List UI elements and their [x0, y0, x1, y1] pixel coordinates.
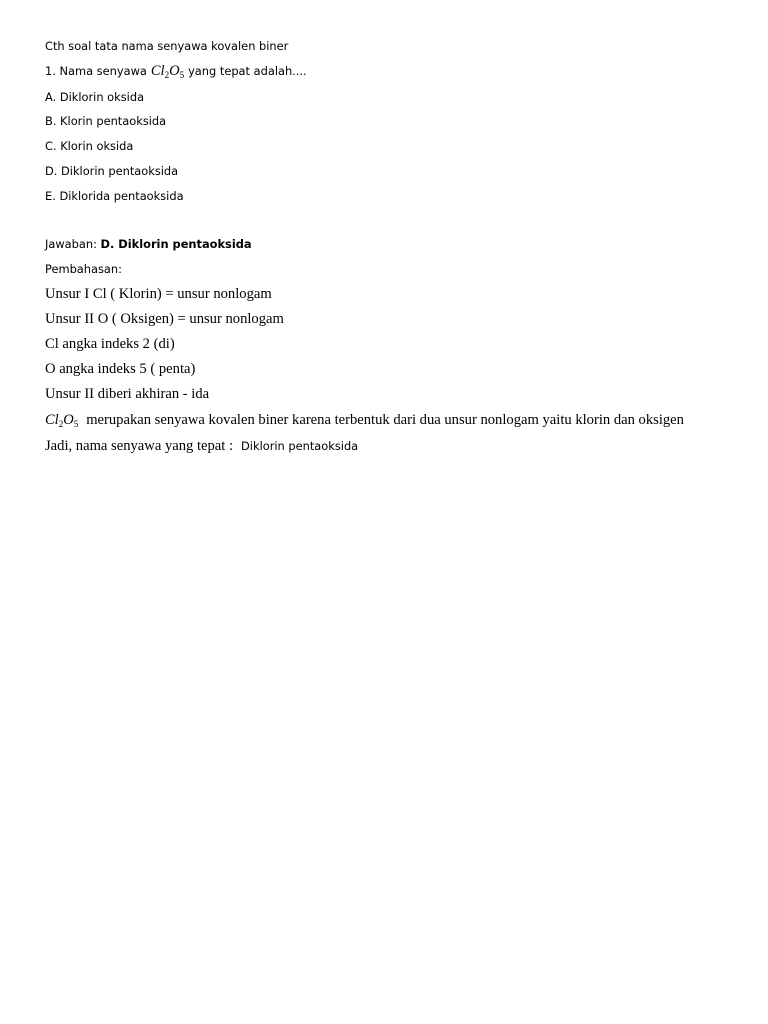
- question-line: [45, 62, 307, 80]
- discussion-line-2: Unsur II O ( Oksigen) = unsur nonlogam: [45, 311, 284, 327]
- discussion-line-5: Unsur II diberi akhiran - ida: [45, 386, 210, 402]
- explanation-formula: [45, 412, 78, 428]
- discussion-line-3: Cl angka indeks 2 (di): [45, 336, 175, 352]
- formula-element-2: O: [63, 412, 74, 428]
- conclusion-label: Jadi, nama senyawa yang tepat :: [45, 438, 234, 454]
- option-e: E. Diklorida pentaoksida: [45, 189, 184, 203]
- question-formula: [151, 63, 184, 79]
- answer-value: D. Diklorin pentaoksida: [100, 237, 252, 251]
- question-suffix: yang tepat adalah....: [188, 64, 307, 78]
- option-d: D. Diklorin pentaoksida: [45, 164, 179, 178]
- answer-line: [45, 237, 252, 251]
- document-title: Cth soal tata nama senyawa kovalen biner: [45, 39, 289, 53]
- option-b: B. Klorin pentaoksida: [45, 114, 167, 128]
- explanation-line: [45, 411, 684, 429]
- formula-element-1: Cl: [150, 63, 165, 79]
- formula-element-2: O: [169, 63, 180, 79]
- discussion-line-4: O angka indeks 5 ( penta): [45, 361, 196, 377]
- formula-element-1: Cl: [45, 412, 59, 428]
- conclusion-value: Diklorin pentaoksida: [241, 439, 359, 453]
- formula-subscript-2: 5: [73, 419, 79, 429]
- formula-subscript-2: 5: [179, 70, 185, 80]
- explanation-text: merupakan senyawa kovalen biner karena terbentuk dari dua unsur nonlogam yaitu klorin dan oksigen: [86, 412, 684, 428]
- formula-subscript-1: 2: [58, 419, 64, 429]
- question-prefix: 1. Nama senyawa: [45, 64, 147, 78]
- conclusion-line: [45, 437, 358, 455]
- option-a: A. Diklorin oksida: [45, 90, 145, 104]
- discussion-label: Pembahasan:: [45, 262, 122, 276]
- discussion-line-1: Unsur I Cl ( Klorin) = unsur nonlogam: [45, 286, 272, 302]
- answer-label: Jawaban:: [45, 237, 97, 251]
- formula-subscript-1: 2: [164, 70, 170, 80]
- option-c: C. Klorin oksida: [45, 139, 134, 153]
